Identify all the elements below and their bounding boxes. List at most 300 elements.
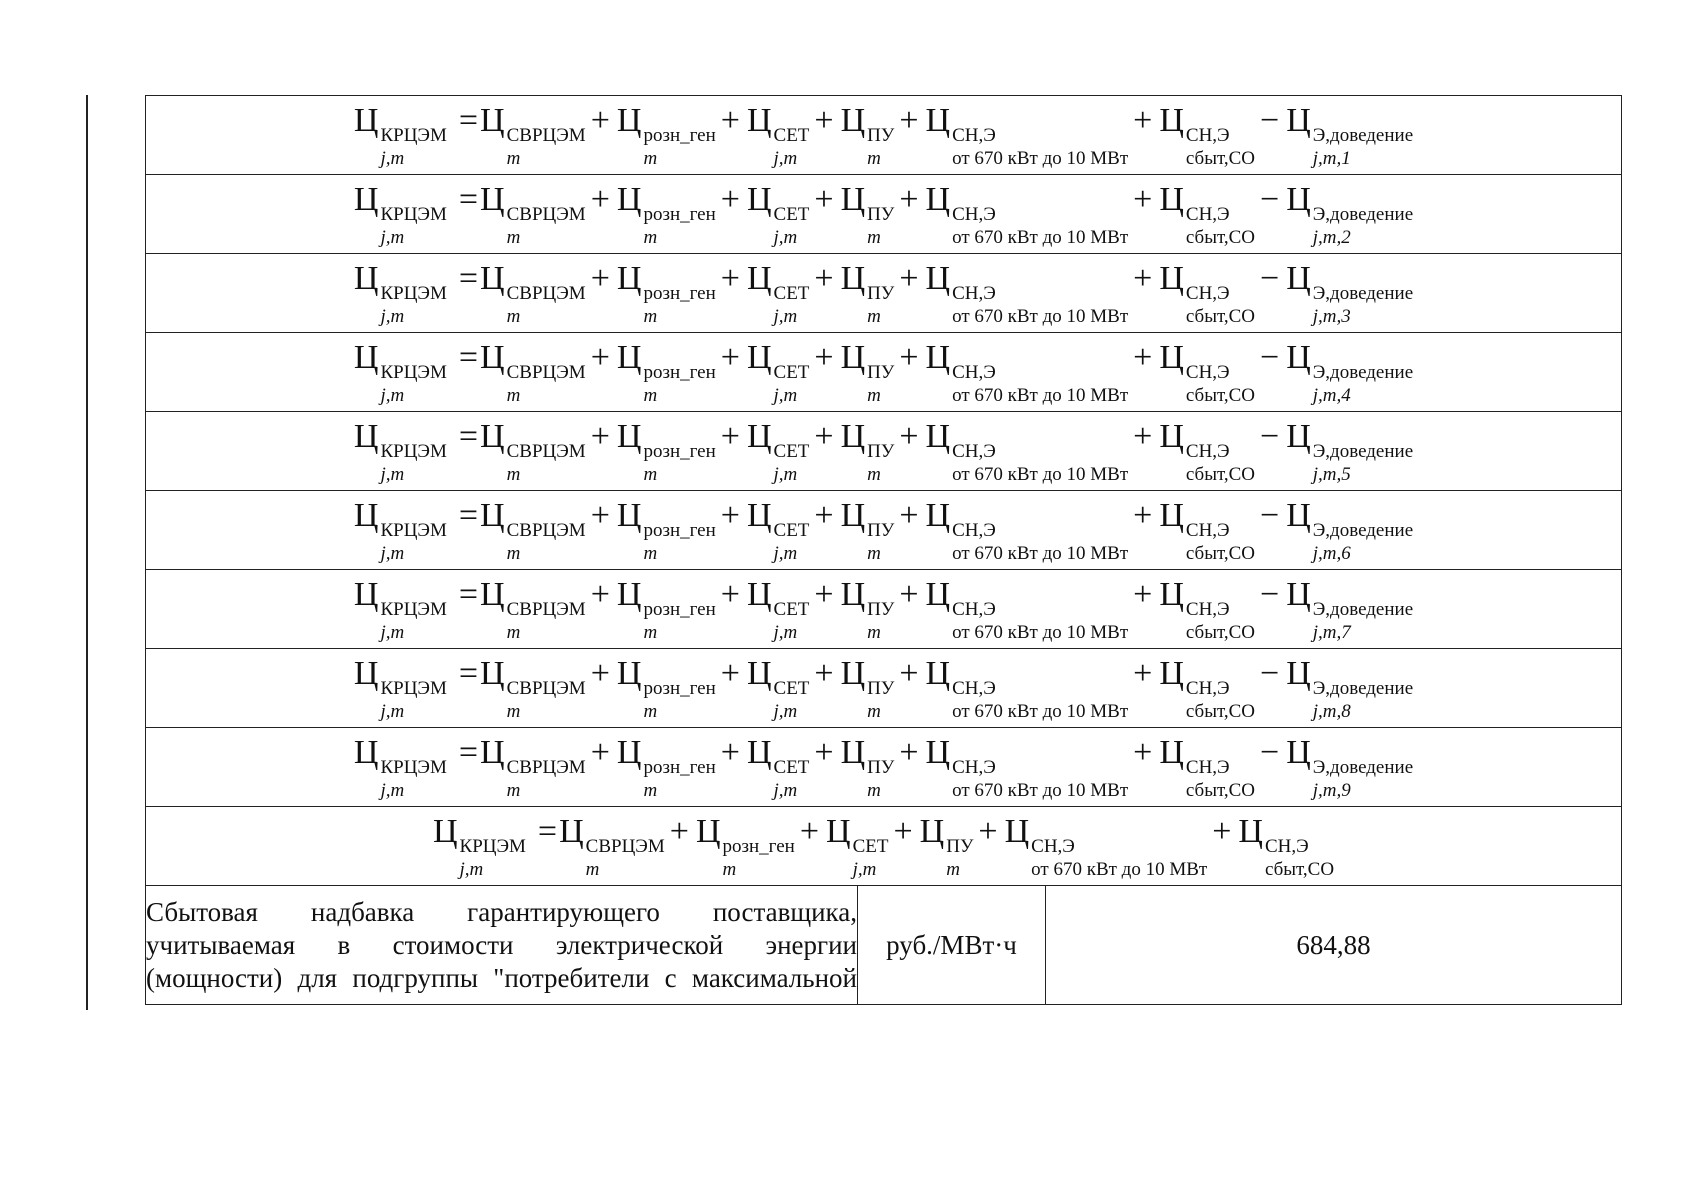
term-superscript: ПУ	[867, 599, 895, 620]
formula-term	[925, 734, 1129, 801]
term-subscript: m	[643, 148, 658, 169]
formula-term	[616, 181, 716, 248]
price-symbol: Ц	[353, 102, 379, 139]
term-superscript: КРЦЭМ	[380, 204, 447, 225]
formula-term	[1159, 418, 1256, 485]
price-symbol: Ц	[1159, 102, 1184, 139]
formula-cell	[146, 96, 1622, 175]
price-symbol: Ц	[616, 655, 642, 692]
term-subscript: j,m	[773, 385, 798, 406]
term-subscript: m	[867, 543, 881, 564]
term-subscript: m	[506, 543, 521, 564]
price-symbol: Ц	[840, 418, 866, 455]
formula-operator: +	[899, 339, 919, 376]
term-subscript: m	[867, 385, 881, 406]
term-subscript: j,m	[380, 464, 405, 485]
term-subscript: j,m	[852, 859, 877, 880]
price-symbol: Ц	[695, 813, 721, 850]
formula-operator: +	[899, 576, 919, 613]
term-subscript: m	[506, 227, 521, 248]
tariff-table	[145, 95, 1622, 1005]
formula-operator: −	[1260, 497, 1280, 534]
price-symbol: Ц	[480, 734, 505, 771]
price-symbol: Ц	[826, 813, 851, 850]
formula-term	[746, 102, 810, 169]
formula-row	[146, 491, 1622, 570]
formula-operator: +	[720, 260, 740, 297]
formula-operator: −	[1260, 418, 1280, 455]
term-subscript: j,m	[380, 622, 405, 643]
term-superscript: ПУ	[867, 283, 895, 304]
term-subscript: j,m,6	[1312, 543, 1351, 564]
formula-term	[925, 339, 1129, 406]
formula-term	[1159, 102, 1256, 169]
formula-operator: +	[814, 339, 834, 376]
term-superscript: СВРЦЭМ	[585, 836, 665, 857]
formula-term	[1286, 497, 1414, 564]
formula-term	[353, 102, 447, 169]
formula-term	[746, 734, 810, 801]
term-subscript: m	[867, 622, 881, 643]
formula-term	[746, 260, 810, 327]
price-formula	[354, 183, 1413, 249]
formula-operator: +	[590, 576, 610, 613]
price-symbol: Ц	[746, 339, 772, 376]
price-symbol: Ц	[480, 418, 505, 455]
formula-operator: −	[1260, 655, 1280, 692]
term-subscript: m	[867, 227, 881, 248]
price-symbol: Ц	[616, 339, 642, 376]
term-superscript: СВРЦЭМ	[506, 757, 586, 778]
price-symbol: Ц	[353, 576, 379, 613]
formula-operator: +	[720, 181, 740, 218]
price-symbol: Ц	[353, 497, 379, 534]
term-subscript: m	[867, 701, 881, 722]
term-superscript: СВРЦЭМ	[506, 678, 586, 699]
price-formula	[433, 815, 1334, 881]
formula-row	[146, 807, 1622, 886]
formula-operator: +	[1133, 497, 1153, 534]
term-superscript: КРЦЭМ	[380, 283, 447, 304]
formula-term	[1286, 576, 1414, 643]
formula-term	[480, 339, 586, 406]
formula-term	[353, 418, 447, 485]
term-superscript: ПУ	[867, 204, 895, 225]
term-superscript: СН,Э	[952, 599, 996, 620]
formula-operator: +	[590, 102, 610, 139]
term-superscript: ПУ	[867, 125, 895, 146]
formula-term	[746, 339, 810, 406]
term-superscript: СЕТ	[773, 678, 810, 699]
formula-operator: =	[458, 181, 479, 218]
formula-operator: +	[590, 418, 610, 455]
formula-term	[432, 813, 526, 880]
formula-operator: =	[458, 102, 479, 139]
term-subscript: j,m,1	[1312, 148, 1351, 169]
term-superscript: СВРЦЭМ	[506, 204, 586, 225]
formula-term	[1004, 813, 1208, 880]
term-subscript: m	[506, 622, 521, 643]
formula-term	[1159, 734, 1256, 801]
term-subscript: m	[867, 306, 881, 327]
formula-operator: +	[669, 813, 689, 850]
term-superscript: СН,Э	[1185, 678, 1230, 699]
term-superscript: СН,Э	[1185, 283, 1230, 304]
formula-operator: +	[590, 181, 610, 218]
price-symbol: Ц	[480, 102, 505, 139]
formula-operator: +	[590, 260, 610, 297]
term-superscript: КРЦЭМ	[380, 362, 447, 383]
formula-term	[1159, 655, 1256, 722]
formula-operator: +	[814, 102, 834, 139]
formula-operator: +	[720, 734, 740, 771]
price-symbol: Ц	[480, 497, 505, 534]
term-superscript: СВРЦЭМ	[506, 362, 586, 383]
term-subscript: m	[643, 622, 658, 643]
surcharge-unit: руб./МВт·ч	[858, 886, 1046, 1005]
price-symbol: Ц	[616, 181, 642, 218]
term-subscript: от 670 кВт до 10 МВт	[952, 780, 1129, 801]
term-superscript: КРЦЭМ	[459, 836, 526, 857]
price-symbol: Ц	[925, 418, 951, 455]
formula-operator: −	[1260, 339, 1280, 376]
formula-operator: +	[899, 734, 919, 771]
price-symbol: Ц	[616, 260, 642, 297]
formula-term	[695, 813, 795, 880]
term-subscript: от 670 кВт до 10 МВт	[952, 543, 1129, 564]
term-superscript: розн_ген	[643, 125, 716, 146]
formula-operator: +	[590, 734, 610, 771]
term-subscript: m	[643, 701, 658, 722]
formula-term	[353, 576, 447, 643]
formula-term	[1286, 655, 1414, 722]
formula-term	[616, 260, 716, 327]
formula-operator: =	[458, 260, 479, 297]
price-symbol: Ц	[919, 813, 945, 850]
formula-term	[480, 497, 586, 564]
formula-term	[616, 102, 716, 169]
price-symbol: Ц	[616, 497, 642, 534]
price-formula	[354, 262, 1413, 328]
term-subscript: сбыт,СО	[1185, 780, 1256, 801]
formula-term	[1286, 339, 1414, 406]
price-symbol: Ц	[616, 576, 642, 613]
formula-term	[746, 576, 810, 643]
term-superscript: СН,Э	[952, 441, 996, 462]
formula-term	[840, 734, 895, 801]
formula-cell	[146, 254, 1622, 333]
price-formula	[354, 499, 1413, 565]
formula-operator: =	[537, 813, 558, 850]
term-subscript: m	[506, 385, 521, 406]
term-superscript: СЕТ	[773, 125, 810, 146]
term-subscript: от 670 кВт до 10 МВт	[952, 622, 1129, 643]
price-symbol: Ц	[1286, 339, 1311, 376]
formula-term	[616, 576, 716, 643]
term-subscript: m	[643, 780, 658, 801]
price-symbol: Ц	[1159, 655, 1184, 692]
term-superscript: СН,Э	[1185, 520, 1230, 541]
term-superscript: СЕТ	[773, 362, 810, 383]
formula-term	[353, 655, 447, 722]
formula-row	[146, 649, 1622, 728]
formula-term	[1159, 260, 1256, 327]
formula-operator: +	[899, 497, 919, 534]
term-superscript: ПУ	[867, 757, 895, 778]
formula-term	[353, 181, 447, 248]
term-superscript: КРЦЭМ	[380, 599, 447, 620]
formula-operator: =	[458, 576, 479, 613]
formula-operator: −	[1260, 734, 1280, 771]
term-subscript: m	[867, 464, 881, 485]
formula-term	[616, 655, 716, 722]
formula-operator: =	[458, 418, 479, 455]
term-superscript: СН,Э	[1031, 836, 1075, 857]
price-symbol: Ц	[1286, 181, 1311, 218]
term-subscript: j,m	[380, 148, 405, 169]
term-superscript: ПУ	[946, 836, 974, 857]
formula-operator: +	[720, 339, 740, 376]
formula-operator: =	[458, 655, 479, 692]
price-symbol: Ц	[925, 339, 951, 376]
term-subscript: от 670 кВт до 10 МВт	[952, 148, 1129, 169]
term-superscript: КРЦЭМ	[380, 678, 447, 699]
price-formula	[354, 736, 1413, 802]
price-symbol: Ц	[616, 734, 642, 771]
term-subscript: j,m	[773, 148, 798, 169]
formula-term	[925, 576, 1129, 643]
price-symbol: Ц	[925, 102, 951, 139]
formula-term	[1159, 576, 1256, 643]
formula-operator: −	[1260, 260, 1280, 297]
formula-term	[746, 418, 810, 485]
price-symbol: Ц	[616, 418, 642, 455]
price-symbol: Ц	[480, 260, 505, 297]
term-superscript: Э,доведение	[1312, 441, 1414, 462]
term-superscript: розн_ген	[643, 599, 716, 620]
term-subscript: j,m	[773, 543, 798, 564]
price-symbol: Ц	[559, 813, 584, 850]
formula-row	[146, 412, 1622, 491]
formula-operator: +	[814, 655, 834, 692]
term-superscript: СЕТ	[773, 283, 810, 304]
term-subscript: от 670 кВт до 10 МВт	[952, 464, 1129, 485]
formula-term	[746, 181, 810, 248]
price-symbol: Ц	[746, 418, 772, 455]
term-subscript: j,m	[773, 701, 798, 722]
surcharge-description: Сбытовая надбавка гарантирующего поставщика, учитываемая в стоимости электрической энергии (мощности) для подгруппы "потребители с максимальной	[146, 886, 858, 1005]
price-symbol: Ц	[353, 260, 379, 297]
price-symbol: Ц	[1286, 655, 1311, 692]
price-symbol: Ц	[1159, 181, 1184, 218]
formula-term	[1238, 813, 1335, 880]
price-symbol: Ц	[1159, 339, 1184, 376]
formula-term	[353, 497, 447, 564]
price-symbol: Ц	[746, 655, 772, 692]
formula-term	[840, 576, 895, 643]
price-formula	[354, 578, 1413, 644]
formula-term	[925, 655, 1129, 722]
term-subscript: j,m	[380, 780, 405, 801]
term-subscript: j,m,8	[1312, 701, 1351, 722]
formula-operator: +	[899, 418, 919, 455]
formula-cell	[146, 333, 1622, 412]
formula-operator: −	[1260, 181, 1280, 218]
term-subscript: j,m	[459, 859, 484, 880]
term-subscript: j,m	[380, 543, 405, 564]
term-superscript: СН,Э	[952, 125, 996, 146]
formula-operator: +	[1133, 418, 1153, 455]
term-subscript: j,m	[380, 701, 405, 722]
term-superscript: СН,Э	[952, 678, 996, 699]
term-superscript: СВРЦЭМ	[506, 599, 586, 620]
formula-term	[919, 813, 974, 880]
formula-term	[925, 497, 1129, 564]
term-subscript: m	[506, 306, 521, 327]
term-subscript: сбыт,СО	[1185, 306, 1256, 327]
term-superscript: СН,Э	[952, 362, 996, 383]
formula-cell	[146, 491, 1622, 570]
formula-term	[480, 655, 586, 722]
term-subscript: сбыт,СО	[1185, 701, 1256, 722]
formula-operator: +	[899, 260, 919, 297]
term-subscript: j,m	[773, 464, 798, 485]
term-subscript: сбыт,СО	[1185, 622, 1256, 643]
term-subscript: j,m,3	[1312, 306, 1351, 327]
formula-term	[1159, 339, 1256, 406]
term-subscript: сбыт,СО	[1185, 148, 1256, 169]
term-subscript: m	[643, 543, 658, 564]
term-superscript: СВРЦЭМ	[506, 520, 586, 541]
term-superscript: СВРЦЭМ	[506, 441, 586, 462]
term-superscript: розн_ген	[643, 757, 716, 778]
term-superscript: СЕТ	[773, 204, 810, 225]
term-subscript: j,m,4	[1312, 385, 1351, 406]
price-formula	[354, 657, 1413, 723]
formula-operator: =	[458, 734, 479, 771]
price-symbol: Ц	[1159, 418, 1184, 455]
formula-operator: +	[1133, 734, 1153, 771]
formula-operator: +	[814, 181, 834, 218]
price-symbol: Ц	[1286, 260, 1311, 297]
term-subscript: m	[585, 859, 600, 880]
term-superscript: Э,доведение	[1312, 757, 1414, 778]
term-superscript: ПУ	[867, 520, 895, 541]
term-subscript: от 670 кВт до 10 МВт	[952, 227, 1129, 248]
term-superscript: ПУ	[867, 362, 895, 383]
formula-term	[353, 734, 447, 801]
term-subscript: m	[643, 385, 658, 406]
term-superscript: розн_ген	[643, 283, 716, 304]
price-symbol: Ц	[353, 418, 379, 455]
term-superscript: СН,Э	[1185, 125, 1230, 146]
term-superscript: СВРЦЭМ	[506, 125, 586, 146]
formula-operator: +	[720, 497, 740, 534]
formula-row	[146, 333, 1622, 412]
formula-term	[840, 339, 895, 406]
formula-term	[559, 813, 665, 880]
formula-term	[1286, 102, 1414, 169]
formula-operator: +	[590, 497, 610, 534]
formula-term	[1286, 734, 1414, 801]
formula-operator: +	[814, 576, 834, 613]
term-superscript: Э,доведение	[1312, 362, 1414, 383]
term-superscript: Э,доведение	[1312, 678, 1414, 699]
surcharge-row	[146, 886, 1622, 1005]
term-subscript: m	[867, 148, 881, 169]
term-superscript: СЕТ	[773, 441, 810, 462]
formula-term	[616, 339, 716, 406]
price-symbol: Ц	[840, 497, 866, 534]
price-symbol: Ц	[353, 181, 379, 218]
term-superscript: СН,Э	[1264, 836, 1309, 857]
term-superscript: СН,Э	[952, 283, 996, 304]
formula-row	[146, 96, 1622, 175]
price-symbol: Ц	[1286, 418, 1311, 455]
price-symbol: Ц	[480, 655, 505, 692]
term-subscript: j,m	[773, 622, 798, 643]
term-superscript: СЕТ	[852, 836, 889, 857]
term-superscript: КРЦЭМ	[380, 125, 447, 146]
price-symbol: Ц	[746, 734, 772, 771]
formula-operator: +	[1133, 339, 1153, 376]
term-superscript: розн_ген	[643, 678, 716, 699]
formula-term	[925, 102, 1129, 169]
term-subscript: j,m,2	[1312, 227, 1351, 248]
formula-term	[480, 260, 586, 327]
formula-operator: +	[590, 339, 610, 376]
term-subscript: j,m,7	[1312, 622, 1351, 643]
formula-operator: +	[1133, 655, 1153, 692]
term-superscript: СН,Э	[1185, 362, 1230, 383]
formula-cell	[146, 570, 1622, 649]
formula-operator: +	[1133, 576, 1153, 613]
term-subscript: m	[722, 859, 737, 880]
term-superscript: СН,Э	[1185, 204, 1230, 225]
price-symbol: Ц	[1238, 813, 1263, 850]
term-subscript: j,m	[380, 227, 405, 248]
formula-operator: +	[799, 813, 820, 850]
term-superscript: КРЦЭМ	[380, 757, 447, 778]
page-margin-line	[86, 95, 88, 1010]
term-superscript: Э,доведение	[1312, 599, 1414, 620]
term-superscript: КРЦЭМ	[380, 520, 447, 541]
term-superscript: СЕТ	[773, 520, 810, 541]
formula-operator: +	[893, 813, 913, 850]
term-superscript: КРЦЭМ	[380, 441, 447, 462]
price-symbol: Ц	[480, 181, 505, 218]
formula-term	[1286, 418, 1414, 485]
price-formula	[354, 104, 1413, 170]
price-symbol: Ц	[1286, 102, 1311, 139]
price-symbol: Ц	[746, 260, 772, 297]
term-subscript: m	[867, 780, 881, 801]
formula-term	[840, 102, 895, 169]
price-symbol: Ц	[840, 576, 866, 613]
term-subscript: сбыт,СО	[1185, 227, 1256, 248]
formula-operator: +	[814, 734, 834, 771]
term-subscript: от 670 кВт до 10 МВт	[952, 306, 1129, 327]
price-symbol: Ц	[1286, 734, 1311, 771]
formula-operator: +	[720, 102, 740, 139]
formula-operator: +	[590, 655, 610, 692]
price-symbol: Ц	[1004, 813, 1030, 850]
formula-term	[480, 418, 586, 485]
price-symbol: Ц	[1159, 497, 1184, 534]
formula-operator: +	[720, 418, 740, 455]
term-superscript: СВРЦЭМ	[506, 283, 586, 304]
price-symbol: Ц	[925, 576, 951, 613]
